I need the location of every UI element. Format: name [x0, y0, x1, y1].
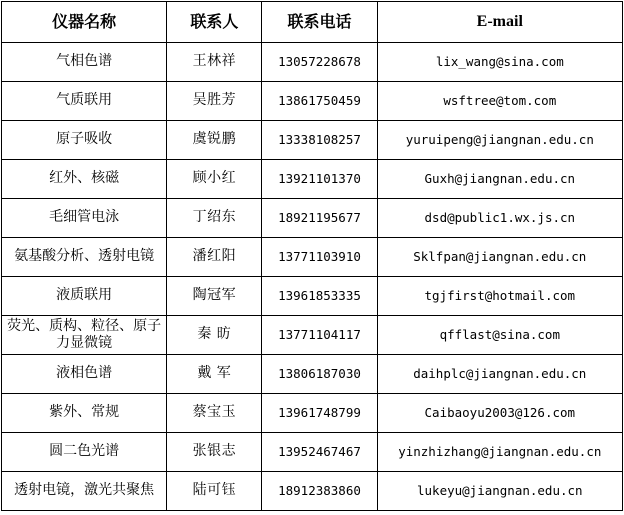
cell-contact: 丁绍东 — [167, 199, 262, 238]
table-row — [2, 43, 623, 82]
cell-instrument: 氨基酸分析、透射电镜 — [2, 238, 167, 277]
column-header-instrument: 仪器名称 — [2, 2, 167, 43]
table-row — [2, 355, 623, 394]
cell-phone: 18921195677 — [262, 199, 377, 238]
cell-phone: 13961748799 — [262, 394, 377, 433]
cell-contact: 陶冠军 — [167, 277, 262, 316]
cell-email: lix_wang@sina.com — [377, 43, 622, 82]
table-row — [2, 316, 623, 355]
cell-contact: 秦 昉 — [167, 316, 262, 355]
cell-phone: 13771104117 — [262, 316, 377, 355]
table-header-row — [2, 2, 623, 43]
cell-instrument: 毛细管电泳 — [2, 199, 167, 238]
table-row — [2, 160, 623, 199]
cell-email: daihplc@jiangnan.edu.cn — [377, 355, 622, 394]
cell-instrument: 液质联用 — [2, 277, 167, 316]
table-row — [2, 238, 623, 277]
cell-phone: 13952467467 — [262, 433, 377, 472]
table-row — [2, 433, 623, 472]
cell-email: Sklfpan@jiangnan.edu.cn — [377, 238, 622, 277]
cell-contact: 潘红阳 — [167, 238, 262, 277]
cell-email: yinzhizhang@jiangnan.edu.cn — [377, 433, 622, 472]
column-header-email: E-mail — [377, 2, 622, 43]
cell-phone: 13338108257 — [262, 121, 377, 160]
cell-contact: 王林祥 — [167, 43, 262, 82]
cell-phone: 13921101370 — [262, 160, 377, 199]
table-row — [2, 199, 623, 238]
table-row — [2, 472, 623, 511]
table-row — [2, 394, 623, 433]
cell-email: Guxh@jiangnan.edu.cn — [377, 160, 622, 199]
cell-contact: 虞锐鹏 — [167, 121, 262, 160]
cell-phone: 13771103910 — [262, 238, 377, 277]
cell-email: lukeyu@jiangnan.edu.cn — [377, 472, 622, 511]
cell-email: yuruipeng@jiangnan.edu.cn — [377, 121, 622, 160]
cell-contact: 顾小红 — [167, 160, 262, 199]
cell-email: qfflast@sina.com — [377, 316, 622, 355]
cell-instrument: 紫外、常规 — [2, 394, 167, 433]
cell-instrument: 荧光、质构、粒径、原子力显微镜 — [2, 316, 167, 355]
cell-phone: 13806187030 — [262, 355, 377, 394]
cell-phone: 13961853335 — [262, 277, 377, 316]
cell-instrument: 气相色谱 — [2, 43, 167, 82]
cell-contact: 陆可钰 — [167, 472, 262, 511]
cell-email: wsftree@tom.com — [377, 82, 622, 121]
cell-instrument: 原子吸收 — [2, 121, 167, 160]
cell-instrument: 液相色谱 — [2, 355, 167, 394]
cell-contact: 戴 军 — [167, 355, 262, 394]
cell-contact: 张银志 — [167, 433, 262, 472]
cell-contact: 吴胜芳 — [167, 82, 262, 121]
table-row — [2, 82, 623, 121]
cell-instrument: 圆二色光谱 — [2, 433, 167, 472]
cell-email: dsd@public1.wx.js.cn — [377, 199, 622, 238]
instrument-contact-table — [1, 1, 623, 511]
table-row — [2, 277, 623, 316]
cell-phone: 13057228678 — [262, 43, 377, 82]
cell-instrument: 红外、核磁 — [2, 160, 167, 199]
table-row — [2, 121, 623, 160]
column-header-contact: 联系人 — [167, 2, 262, 43]
cell-email: Caibaoyu2003@126.com — [377, 394, 622, 433]
cell-instrument: 气质联用 — [2, 82, 167, 121]
cell-phone: 13861750459 — [262, 82, 377, 121]
cell-phone: 18912383860 — [262, 472, 377, 511]
cell-contact: 蔡宝玉 — [167, 394, 262, 433]
column-header-phone: 联系电话 — [262, 2, 377, 43]
cell-instrument: 透射电镜，激光共聚焦 — [2, 472, 167, 511]
cell-email: tgjfirst@hotmail.com — [377, 277, 622, 316]
